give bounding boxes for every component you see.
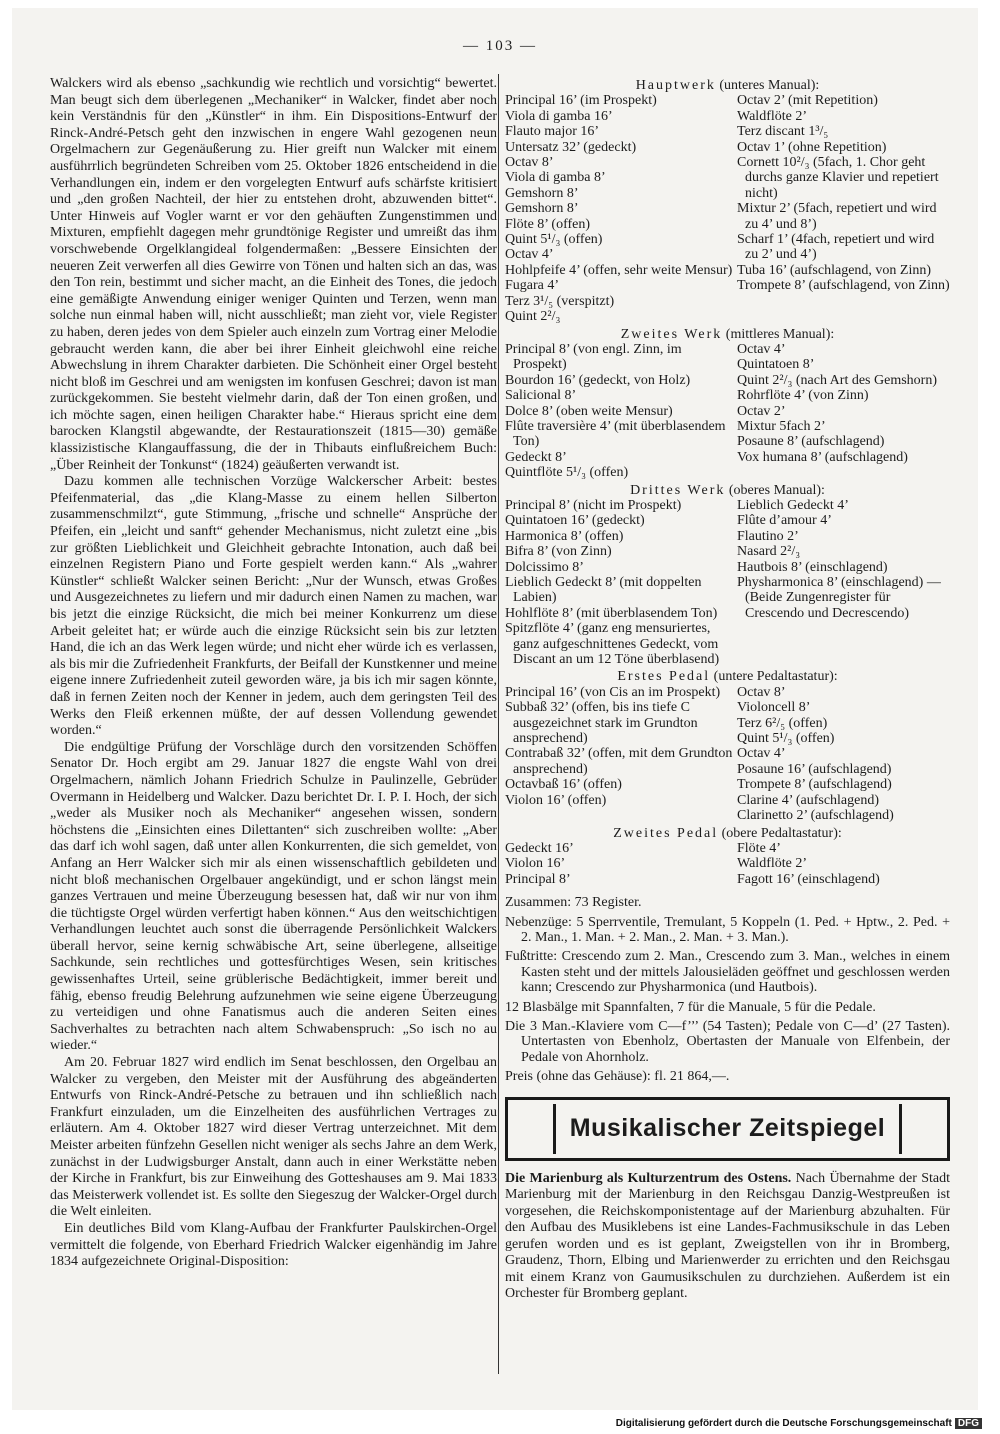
register-entry: Cornett 10²/₃ (5fach, 1. Chor geht durchs ganze Klavier und repetiert nicht) — [737, 155, 939, 201]
right-column — [505, 76, 950, 1303]
register-entry: Rohrflöte 4’ (von Zinn) — [737, 388, 869, 404]
register-grid — [505, 841, 950, 887]
register-entry: Flautino 2’ — [737, 528, 799, 544]
paragraph: Walckers wird als ebenso „sachkundig wie rechtlich und vorsichtig“ bewertet. Man beugt sich dem überlegenen „Mechaniker“ in Walcker, findet aber noch kein Verständnis für den „Künstler“ in ihm. Ein Dispositions-Entwurf der Rinck-André-Petsch geht den inzwischen in engere Wahl gezogenen neun Orgelmachern zur Gegenäußerung zu. Hier greift nun Walcker mit einem ausführrlich begründeten Schreiben vom 25. Oktober 1826 entscheidend in die Verhandlungen ein, indem er den vorgelegten Entwurf aufs schärfste kritisiert und „den großen Nachteil, der hier zu entstehen droht, abzuwenden bittet“. Unter Hinweis auf Vogler warnt er vor den gehäuften Zungenstimmen und Mixturen, empfiehlt dagegen mehr grundtönige Register und umreißt das ihm vorschwebende Orgelklangideal folgendermaßen: „Bessere Einsichten der neueren Zeit verwerfen all dies Gewirre von Tönen und halten sich an das, was den Ton rein, bestimmt und sicher macht, an die Einheit des Tones, die jedoch eine gemäßigte Anwendung einiger weniger Quinten und Terzen, wenn man solche nun einmal haben will, nicht ausschließt; man zieht vor, viele Register zu haben, deren jedes von dem Spieler auch einzeln zum Vortrag einer Melodie gebraucht werden kann, die aber bei ihrer Einheit gleichwohl eine reiche Abwechslung in ihrem Charakter darbieten. Die Schönheit einer Orgel besteht nicht bloß im Geschrei und am wenigsten im konfusen Geschrei; davon ist man zurückgekommen. Sie besteht vielmehr darin, daß der Ton einen großen, und ich möchte sagen, einen heiligen Charakter habe.“ Hieraus spricht eine dem barocken Klangstil abgewandte, der Restaurationszeit (1815—30) gemäße klassizistische Klangauffassung, die der in Thibauts einflußreichem Buch: „Über Reinheit der Tonkunst“ (1824) geäußerten verwandt ist. — [50, 76, 497, 473]
register-column-right — [737, 93, 950, 324]
register-entry: Scharf 1’ (4fach, repetiert und wird zu 2’ und 4’) — [737, 232, 935, 263]
section-title: Zweites Pedal — [613, 825, 719, 841]
register-entry: Octav 8’ — [737, 684, 786, 700]
register-entry: Terz 6²/₅ (offen) — [737, 715, 828, 731]
register-entry: Octav 4’ — [737, 746, 786, 762]
register-entry: Spitzflöte 4’ (ganz eng mensuriertes, ganz aufgeschnittenes Gedeckt, vom Discant an um 12 Töne überblasend) — [505, 621, 720, 668]
summary-line: Nebenzüge: 5 Sperrventile, Tremulant, 5 Koppeln (1. Ped. + Hptw., 2. Ped. + 2. Man., 1. Man. + 2. Man., 2. Man. + 3. Man.). — [505, 914, 950, 945]
register-entry: Hohlflöte 8’ (mit überblasendem Ton) — [505, 605, 718, 621]
register-entry: Tuba 16’ (aufschlagend, von Zinn) — [737, 262, 932, 278]
register-entry: Quintatoen 8’ — [737, 357, 815, 373]
register-entry: Clarinetto 2’ (aufschlagend) — [737, 808, 894, 824]
register-entry: Waldflöte 2’ — [737, 856, 808, 872]
register-entry: Fugara 4’ — [505, 278, 560, 294]
register-entry: Quint 5¹/₃ (offen) — [505, 232, 603, 248]
summary-line: Zusammen: 73 Register. — [505, 895, 642, 911]
section-subtitle: (obere Pedaltastatur): — [721, 825, 842, 841]
register-entry: Waldflöte 2’ — [737, 108, 808, 124]
register-entry: Gedeckt 8’ — [505, 449, 567, 465]
summary-line: Preis (ohne das Gehäuse): fl. 21 864,—. — [505, 1069, 730, 1085]
register-entry: Trompete 8’ (aufschlagend, von Zinn) — [737, 278, 950, 294]
register-entry: Bifra 8’ (von Zinn) — [505, 544, 612, 560]
section-heading — [505, 327, 950, 342]
register-entry: Violon 16’ — [505, 856, 566, 872]
register-grid — [505, 342, 950, 481]
register-grid — [505, 685, 950, 824]
paragraph: Die endgültige Prüfung der Vorschläge durch den vorsitzenden Schöffen Senator Dr. Hoch ergibt am 29. Januar 1827 die engste Wahl von drei Orgelmachern, nämlich Johann Friedrich Schulze in Paulinzelle, Gebrüder Overmann in Heidelberg und Walcker. Dazu berichtet Dr. I. P. I. Hoch, der sich „weder als Musiker noch als Mechaniker“ angesehen wissen, sondern höchstens die „Einsichten eines Dilettanten“ sich zuschreiben wollte: „Aber das darf ich wohl sagen, daß unter allen Konkurrenten, die sich gemeldet, von Anfang an Herr Walcker sich mir als einen wissenschaftlich gebildeten und nicht bloß mechanischen Orgelbauer angekündigt, und er schon längst mein ganzes Vertrauen und meine Überzeugung besessen hat, daß wir nur von ihm die tüchtigste Orgel würden verfertigt haben können.“ Aus den weitschichtigen Verhandlungen leuchtet auch sonst die überragende Persönlichkeit Walckers überall hervor, seine kernig schwäbische Art, seine überlegene, allseitige Sachkunde, sein rechtliches und gottesfürchtiges Wesen, sein kritisches gewissenhaftes Urteil, seine grüblerische Bedächtigkeit, immer bereit und fähig, ebenso freudig Belehrung aufzunehmen wie seine eigene Überzeugung zu verteidigen und ohne Fanatismus auch die anderen Seiten eines Sachverhaltes zu betrachten nach altem Schwabenspruch: „So isch no au wieder.“ — [50, 739, 497, 1054]
page-number: — 103 — — [463, 38, 537, 54]
register-entry: Principal 8’ (von engl. Zinn, im Prospekt) — [505, 341, 682, 373]
summary-line: Fußtritte: Crescendo zum 2. Man., Crescendo zum 3. Man., welches in einem Kasten steht und der mittels Jalousieläden geöffnet und geschlossen werden kann; Crescendo zur Physharmonica (und Hautbois). — [505, 949, 950, 996]
summary — [505, 895, 950, 1084]
register-entry: Vox humana 8’ (aufschlagend) — [737, 449, 908, 465]
register-entry: Quint 2²/₃ — [505, 309, 561, 325]
register-column-right — [737, 841, 950, 887]
register-entry: Lieblich Gedeckt 8’ (mit doppelten Labien) — [505, 575, 702, 606]
register-column-left — [505, 498, 737, 667]
register-entry: Mixtur 2’ (5fach, repetiert und wird zu 4’ und 8’) — [737, 201, 937, 232]
section-subtitle: (untere Pedaltastatur): — [713, 669, 838, 685]
register-entry: Clarine 4’ (aufschlagend) — [737, 792, 880, 808]
summary-line: Die 3 Man.-Klaviere vom C—f’’’ (54 Tasten); Pedale von C—d’ (27 Tasten). Untertasten von Ebenholz, Obertasten der Manuale von Elfenbein, der Pedale von Ahornholz. — [505, 1018, 950, 1065]
register-entry: Gemshorn 8’ — [505, 185, 579, 201]
register-entry: Octav 2’ — [737, 403, 786, 419]
register-entry: Hautbois 8’ (einschlagend) — [737, 559, 888, 575]
register-grid — [505, 498, 950, 667]
footer-text: Digitalisierung gefördert durch die Deutsche Forschungsgemeinschaft — [615, 1418, 952, 1429]
news-item — [505, 1171, 950, 1303]
register-grid — [505, 93, 950, 324]
paragraph: Dazu kommen alle technischen Vorzüge Walckerscher Arbeit: bestes Pfeifenmaterial, das „die Klang-Masse zu einem hellen Silberton zusammenschmilzt“, gute Stimmung, „frische und schnelle“ Ansprüche der Pfeifen, ein „leicht und sanft“ gehender Mechanismus, nicht zuletzt eine „bis zur größten Lieblichkeit und Gleichheit gebrachte Intonation, auch daß bei einzelnen Registern Piano und Forte gespielt werden kann.“ Als „wahrer Künstler“ schließt Walcker seinen Bericht: „Nur der Wunsch, etwas Großes und Ausgezeichnetes zu liefern und mir dadurch einen Namen zu machen, war bis jetzt die einzige Rücksicht, die mich bei meiner Konkurrenz um diese Arbeit geleitet hat; er würde auch die einzige Rücksicht sein bis zur letzten Hand, die ich an das Werk legen würde; und nicht eher würde ich es verlassen, als bis mir die Zufriedenheit Frankfurts, der Beifall der Kunstkenner und meine eigene innere Zufriedenheit zuteil geworden wäre, ja bis ich mir sagen könnte, daß in fernen Zeiten noch der Kenner in jedem, auch dem geringsten Teil des Werks den Fleiß erkennen müßte, der auf dessen Vollendung gewendet worden.“ — [50, 474, 497, 739]
register-entry: Viola di gamba 8’ — [505, 170, 606, 186]
register-entry: Octav 8’ — [505, 155, 554, 171]
register-entry: Gemshorn 8’ — [505, 201, 579, 217]
news-text: Nach Übernahme der Stadt Marienburg mit der Marienburg in den Reichsgau Danzig-Westpreußen ist vorgesehen, die Reichskomponistentage auf der Marienburg abzuhalten. Für den Aufbau des Musiklebens ist eine Landes-Fachmusikschule in das Leben gerufen worden und es ist geplant, Zweigstellen von ihr in Bromberg, Graudenz, Thorn, Elbing und Marienwerder zu errichten und den Reichsgau mit einem Kranz von Gaumusikschulen zu durchziehen. Außerdem ist ein Orchester für Bromberg geplant. — [505, 1170, 950, 1302]
register-entry: Posaune 8’ (aufschlagend) — [737, 434, 885, 450]
section-subtitle: (mittleres Manual): — [725, 326, 835, 342]
register-entry: Gedeckt 16’ — [505, 840, 574, 856]
section-banner — [505, 1097, 950, 1161]
banner-title: Musikalischer Zeitspiegel — [553, 1104, 902, 1154]
register-entry: Untersatz 32’ (gedeckt) — [505, 139, 637, 155]
column-divider — [498, 74, 499, 1374]
register-entry: Terz 3¹/₅ (verspitzt) — [505, 293, 615, 309]
register-entry: Terz discant 1³/₅ — [737, 124, 829, 140]
organ-disposition — [505, 78, 950, 887]
register-entry: Bourdon 16’ (gedeckt, von Holz) — [505, 372, 691, 388]
section-title: Drittes Werk — [630, 482, 726, 498]
register-entry: Octav 1’ (ohne Repetition) — [737, 139, 887, 155]
section-heading — [505, 669, 950, 684]
section-title: Zweites Werk — [620, 326, 723, 342]
section-heading — [505, 483, 950, 498]
register-entry: Lieblich Gedeckt 4’ — [737, 497, 849, 513]
register-entry: Physharmonica 8’ (einschlagend) — (Beide Zungenregister für Crescendo und Decrescendo) — [737, 575, 941, 621]
register-entry: Trompete 8’ (aufschlagend) — [737, 777, 892, 793]
register-entry: Viola di gamba 16’ — [505, 108, 613, 124]
register-entry: Nasard 2²/₃ — [737, 544, 801, 560]
left-column — [50, 76, 497, 1271]
register-entry: Mixtur 5fach 2’ — [737, 418, 826, 434]
register-entry: Harmonica 8’ (offen) — [505, 528, 624, 544]
register-entry: Flöte 4’ — [737, 840, 781, 856]
section-heading — [505, 78, 950, 93]
register-entry: Dolce 8’ (oben weite Mensur) — [505, 403, 673, 419]
register-entry: Posaune 16’ (aufschlagend) — [737, 761, 892, 777]
register-entry: Principal 16’ (von Cis an im Prospekt) — [505, 684, 721, 700]
register-column-left — [505, 342, 737, 481]
summary-line: 12 Blasbälge mit Spannfalten, 7 für die Manuale, 5 für die Pedale. — [505, 999, 876, 1015]
register-column-right — [737, 685, 950, 824]
register-entry: Quint 2²/₃ (nach Art des Gemshorn) — [737, 372, 937, 388]
register-column-right — [737, 342, 950, 481]
footer — [616, 1418, 982, 1429]
paragraph: Am 20. Februar 1827 wird endlich im Senat beschlossen, den Orgelbau an Walcker zu vergeben, den Meister mit der Ausführung des abgeänderten Entwurfs von Rinck-André-Petsche zu betrauen und ihn schließlich nach Frankfurt einzuladen, um die Einzelheiten des ausführlichen Vertrages zu erläutern. Am 4. Oktober 1827 wird dieser Vertrag unterzeichnet. Mit dem Meister arbeiten fünfzehn Gesellen nicht weniger als sechs Jahre an dem Werk, zunächst in der Ludwigsburger Anstalt, dann auch in einer Werkstätte neben der Kirche in Frankfurt, bis zur Einweihung des Gotteshauses am 9. Mai 1833 das Meisterwerk vollendet ist. Es sollte den Siegeszug der Walcker-Orgel durch die Welt einleiten. — [50, 1055, 497, 1220]
register-entry: Dolcissimo 8’ — [505, 559, 584, 575]
register-entry: Octavbaß 16’ (offen) — [505, 777, 622, 793]
register-entry: Flûte traversière 4’ (mit überblasendem Ton) — [505, 418, 726, 450]
section-subtitle: (oberes Manual): — [728, 482, 825, 498]
register-column-left — [505, 841, 737, 887]
register-entry: Principal 16’ (im Prospekt) — [505, 93, 657, 109]
register-column-left — [505, 93, 737, 324]
register-entry: Violoncell 8’ — [737, 700, 811, 716]
register-column-left — [505, 685, 737, 824]
register-entry: Salicional 8’ — [505, 388, 577, 404]
register-entry: Subbaß 32’ (offen, bis ins tiefe C ausgezeichnet stark im Grundton ansprechend) — [505, 700, 698, 747]
register-column-right — [737, 498, 950, 667]
register-entry: Quintatoen 16’ (gedeckt) — [505, 513, 645, 529]
dfg-logo: DFG — [955, 1418, 982, 1429]
news-heading: Die Marienburg als Kulturzentrum des Ostens. — [505, 1170, 792, 1186]
paragraph: Ein deutliches Bild vom Klang-Aufbau der Frankfurter Paulskirchen-Orgel vermittelt die folgende, von Eberhard Friedrich Walcker eigenhändig im Jahre 1834 aufgezeichnete Original-Disposition: — [50, 1220, 497, 1270]
register-entry: Flauto major 16’ — [505, 124, 600, 140]
section-heading — [505, 826, 950, 841]
register-entry: Octav 4’ — [737, 341, 786, 357]
register-entry: Contrabaß 32’ (offen, mit dem Grundton ansprechend) — [505, 746, 733, 777]
section-subtitle: (unteres Manual): — [719, 78, 820, 93]
register-entry: Principal 8’ (nicht im Prospekt) — [505, 497, 682, 513]
register-entry: Flöte 8’ (offen) — [505, 216, 591, 232]
register-entry: Fagott 16’ (einschlagend) — [737, 871, 880, 887]
section-title: Hauptwerk — [635, 78, 716, 93]
register-entry: Hohlpfeife 4’ (offen, sehr weite Mensur) — [505, 262, 733, 278]
register-entry: Violon 16’ (offen) — [505, 792, 607, 808]
register-entry: Quint 5¹/₃ (offen) — [737, 731, 835, 747]
register-entry: Principal 8’ — [505, 871, 571, 887]
section-title: Erstes Pedal — [617, 669, 711, 685]
register-entry: Quintflöte 5¹/₃ (offen) — [505, 465, 629, 481]
register-entry: Octav 4’ — [505, 247, 554, 263]
register-entry: Octav 2’ (mit Repetition) — [737, 93, 878, 109]
register-entry: Flûte d’amour 4’ — [737, 513, 832, 529]
